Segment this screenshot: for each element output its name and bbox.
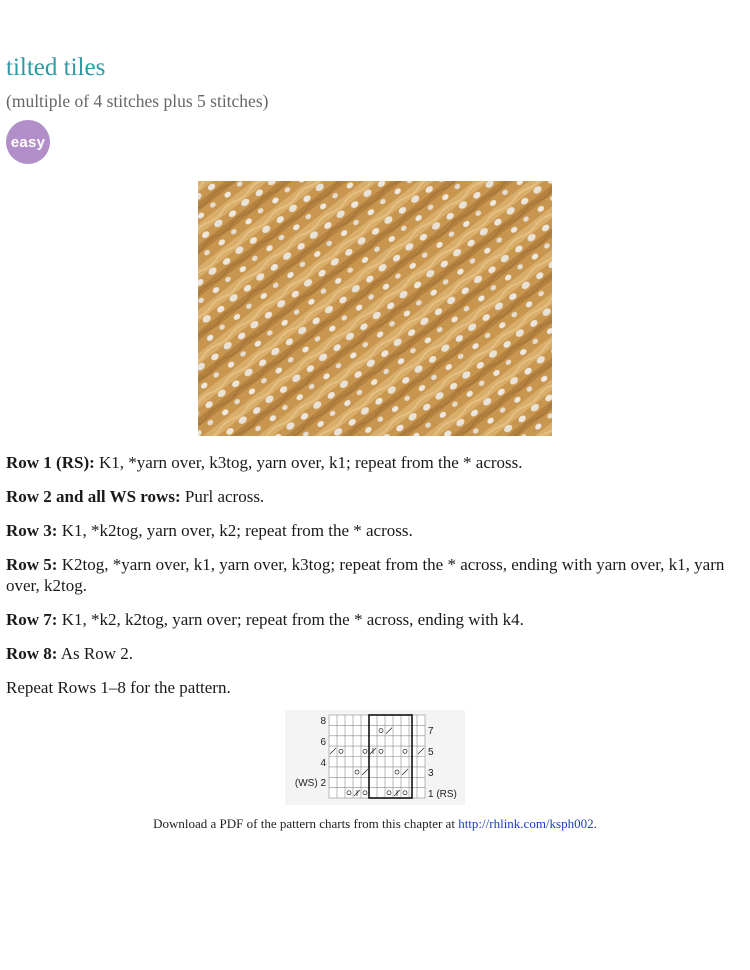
row-text: K1, *yarn over, k3tog, yarn over, k1; repeat from the * across. <box>99 453 523 472</box>
instruction-row-1 <box>6 452 736 473</box>
row-text: As Row 2. <box>60 644 134 663</box>
instruction-repeat <box>6 677 736 698</box>
row-label: Row 7: <box>6 610 58 629</box>
footer-text: Download a PDF of the pattern charts from this chapter at <box>153 816 455 831</box>
instruction-row-5 <box>6 554 736 596</box>
pattern-title: tilted tiles <box>6 54 106 81</box>
footer-link[interactable]: http://rhlink.com/ksph002 <box>458 816 594 831</box>
row-text: K2tog, *yarn over, k1, yarn over, k3tog; repeat from the * across, ending with yarn over, k1, yarn over, k2tog. <box>6 555 725 595</box>
pattern-subtitle: (multiple of 4 stitches plus 5 stitches) <box>6 91 269 111</box>
instruction-row-8 <box>6 643 736 664</box>
row-label-2: (WS) 2 <box>294 778 326 789</box>
footer-suffix: . <box>593 816 597 831</box>
knitting-chart <box>285 710 465 805</box>
swatch-photo <box>198 181 552 436</box>
row-label: Row 2 and all WS rows: <box>6 487 181 506</box>
row-label-1: 1 (RS) <box>428 789 457 800</box>
row-label-8: 8 <box>320 716 326 727</box>
row-text: K1, *k2tog, yarn over, k2; repeat from the * across. <box>61 521 413 540</box>
instruction-row-2 <box>6 486 736 507</box>
instruction-row-3 <box>6 520 736 541</box>
instructions <box>6 452 736 711</box>
difficulty-badge: easy <box>6 120 50 164</box>
chart-grid <box>329 715 425 798</box>
row-label-5: 5 <box>428 747 434 758</box>
row-label-7: 7 <box>428 726 434 737</box>
row-label: Row 3: <box>6 521 58 540</box>
row-label: Row 1 (RS): <box>6 453 95 472</box>
instruction-row-7 <box>6 609 736 630</box>
row-label-6: 6 <box>320 737 326 748</box>
row-label-3: 3 <box>428 768 434 779</box>
row-text: Repeat Rows 1–8 for the pattern. <box>6 678 231 697</box>
footer-note <box>0 816 750 832</box>
row-label: Row 5: <box>6 555 58 574</box>
row-label: Row 8: <box>6 644 58 663</box>
row-text: Purl across. <box>184 487 265 506</box>
row-label-4: 4 <box>320 758 326 769</box>
row-text: K1, *k2, k2tog, yarn over; repeat from the * across, ending with k4. <box>61 610 524 629</box>
